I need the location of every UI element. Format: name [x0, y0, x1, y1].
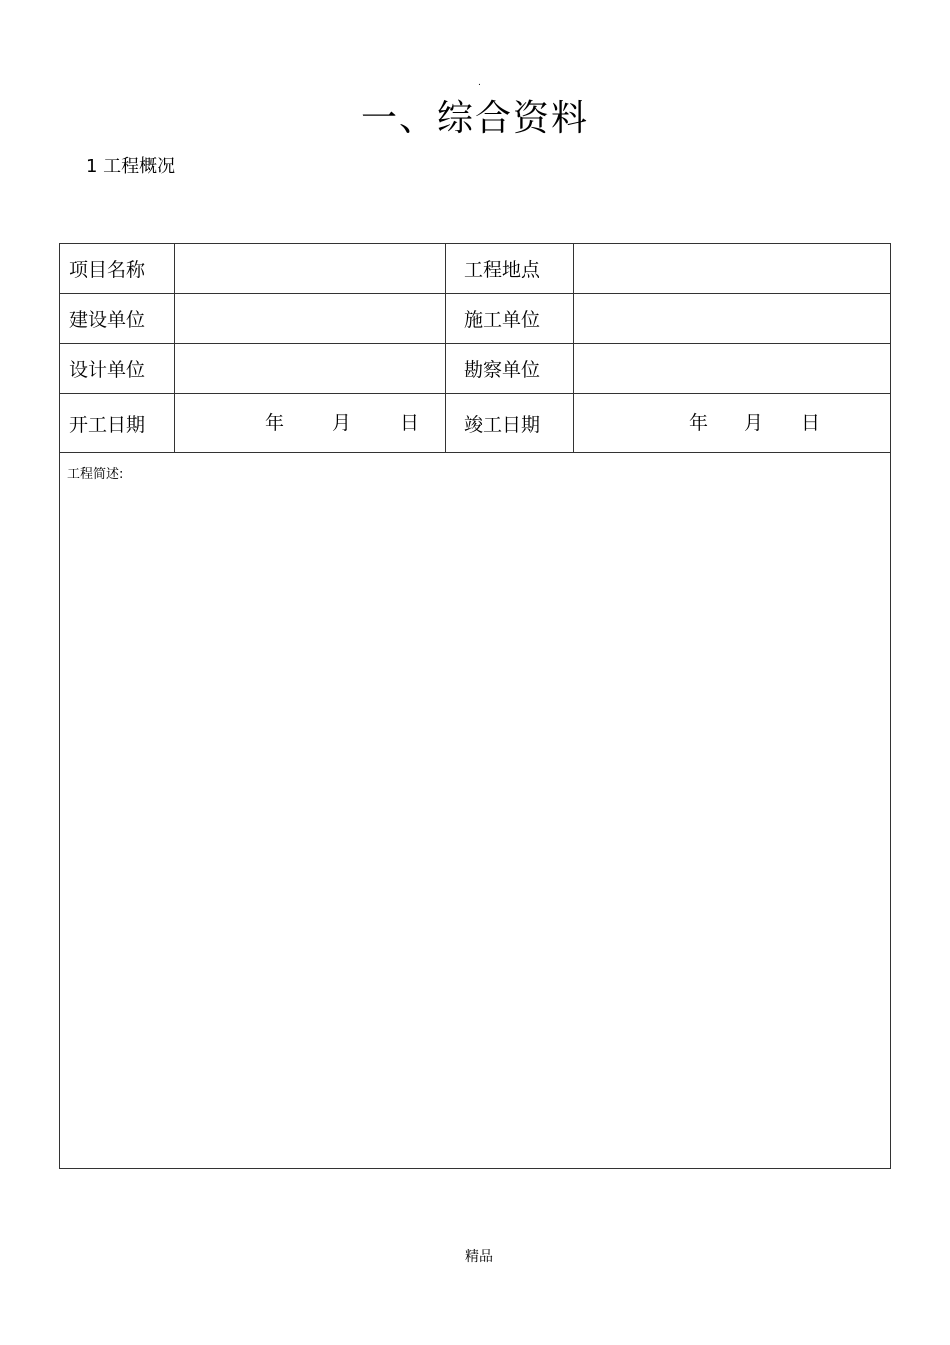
contractor-unit-label: 施工单位 [446, 294, 574, 344]
table-row [60, 294, 891, 344]
construction-unit-field[interactable] [175, 294, 446, 344]
survey-unit-field[interactable] [574, 344, 891, 394]
page-title: 一、综合资料 [360, 98, 589, 139]
table-row [60, 394, 891, 453]
footer-text: 精品 [465, 1249, 493, 1265]
project-name-field[interactable] [175, 244, 446, 294]
description-field[interactable] [60, 453, 891, 1169]
project-name-label: 项目名称 [60, 244, 175, 294]
table-row [60, 244, 891, 294]
start-date-day: 日 [400, 412, 420, 434]
contractor-unit-field[interactable] [574, 294, 891, 344]
completion-date-label: 竣工日期 [446, 394, 574, 453]
section-heading: 1 工程概况 [86, 156, 176, 177]
construction-unit-label: 建设单位 [60, 294, 175, 344]
table-row [60, 344, 891, 394]
top-dot: . [478, 78, 481, 88]
design-unit-field[interactable] [175, 344, 446, 394]
start-date-month: 月 [332, 412, 352, 434]
project-location-field[interactable] [574, 244, 891, 294]
table-row [60, 453, 891, 1169]
project-location-label: 工程地点 [446, 244, 574, 294]
completion-date-day: 日 [801, 412, 821, 434]
completion-date-year: 年 [689, 412, 709, 434]
project-overview-table [59, 243, 891, 1169]
start-date-year: 年 [265, 412, 285, 434]
description-label: 工程简述: [67, 467, 124, 482]
completion-date-month: 月 [744, 412, 764, 434]
survey-unit-label: 勘察单位 [446, 344, 574, 394]
start-date-field[interactable] [175, 394, 446, 453]
design-unit-label: 设计单位 [60, 344, 175, 394]
start-date-label: 开工日期 [60, 394, 175, 453]
completion-date-field[interactable] [574, 394, 891, 453]
